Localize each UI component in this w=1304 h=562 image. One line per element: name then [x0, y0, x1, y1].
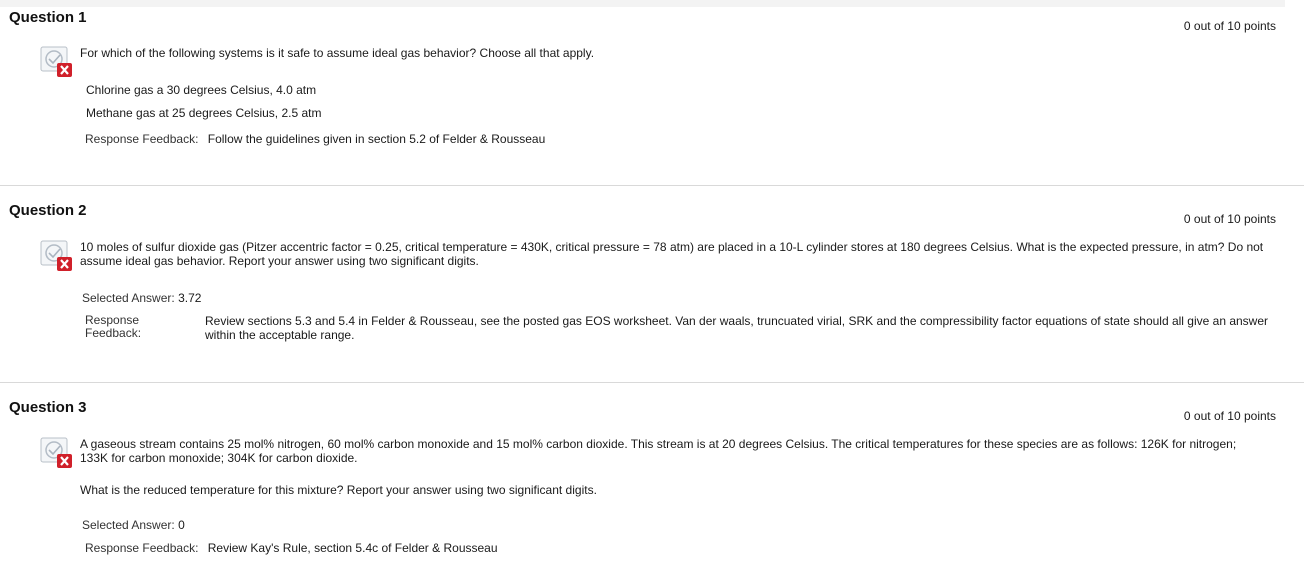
feedback-text: Review Kay's Rule, section 5.4c of Felder & Rousseau: [207, 541, 498, 555]
question-title: Question 1: [9, 9, 87, 26]
question-text: 10 moles of sulfur dioxide gas (Pitzer accentric factor = 0.25, critical temperature = 430K, critical pressure = 78 atm) are placed in a 10-L cylinder stores at 180 degrees Celsius. What is the expected pressure, in atm? Do not assume ideal gas behavior. Report your answer using two significant digits.: [80, 240, 1264, 268]
feedback-text: Review sections 5.3 and 5.4 in Felder & Rousseau, see the posted gas EOS worksheet. Van der waals, truncuated virial, SRK and the compressibility factor equations of state should all give an answer within the acceptable range.: [205, 314, 1269, 342]
question-text: A gaseous stream contains 25 mol% nitrogen, 60 mol% carbon monoxide and 15 mol% carbon dioxide. This stream is at 20 degrees Celsius. The critical temperatures for these species are as follows: 126K for nitrogen; 133K for carbon monoxide; 304K for carbon dioxide.: [80, 437, 1237, 465]
feedback-label: Response Feedback:: [85, 132, 199, 146]
top-bar: [0, 0, 1285, 7]
feedback-text: Follow the guidelines given in section 5.2 of Felder & Rousseau: [207, 132, 546, 146]
question-divider: [0, 382, 1304, 383]
incorrect-icon: [40, 46, 74, 78]
answer-option: Methane gas at 25 degrees Celsius, 2.5 atm: [86, 106, 322, 120]
feedback-label-line: Feedback:: [85, 326, 142, 340]
question-points: 0 out of 10 points: [1183, 19, 1276, 33]
response-feedback: [85, 132, 545, 146]
selected-answer: [82, 518, 185, 532]
answer-option: Chlorine gas a 30 degrees Celsius, 4.0 atm: [86, 83, 317, 97]
question-divider: [0, 185, 1304, 186]
selected-answer-value: 3.72: [178, 291, 202, 305]
question-points: 0 out of 10 points: [1183, 212, 1276, 226]
incorrect-icon: [40, 437, 74, 469]
selected-answer-label: Selected Answer:: [82, 518, 175, 532]
question-title: Question 3: [9, 399, 87, 416]
question-subtext: What is the reduced temperature for this mixture? Report your answer using two significant digits.: [80, 483, 597, 497]
question-title: Question 2: [9, 202, 87, 219]
question-points: 0 out of 10 points: [1183, 409, 1276, 423]
response-feedback: [85, 541, 498, 555]
selected-answer-label: Selected Answer:: [82, 291, 175, 305]
feedback-label-line: Response: [85, 313, 140, 327]
feedback-label: Response Feedback:: [85, 541, 199, 555]
feedback-label: [85, 314, 141, 340]
selected-answer: [82, 291, 201, 305]
question-text: For which of the following systems is it safe to assume ideal gas behavior? Choose all that apply.: [80, 46, 595, 60]
incorrect-icon: [40, 240, 74, 272]
selected-answer-value: 0: [178, 518, 185, 532]
